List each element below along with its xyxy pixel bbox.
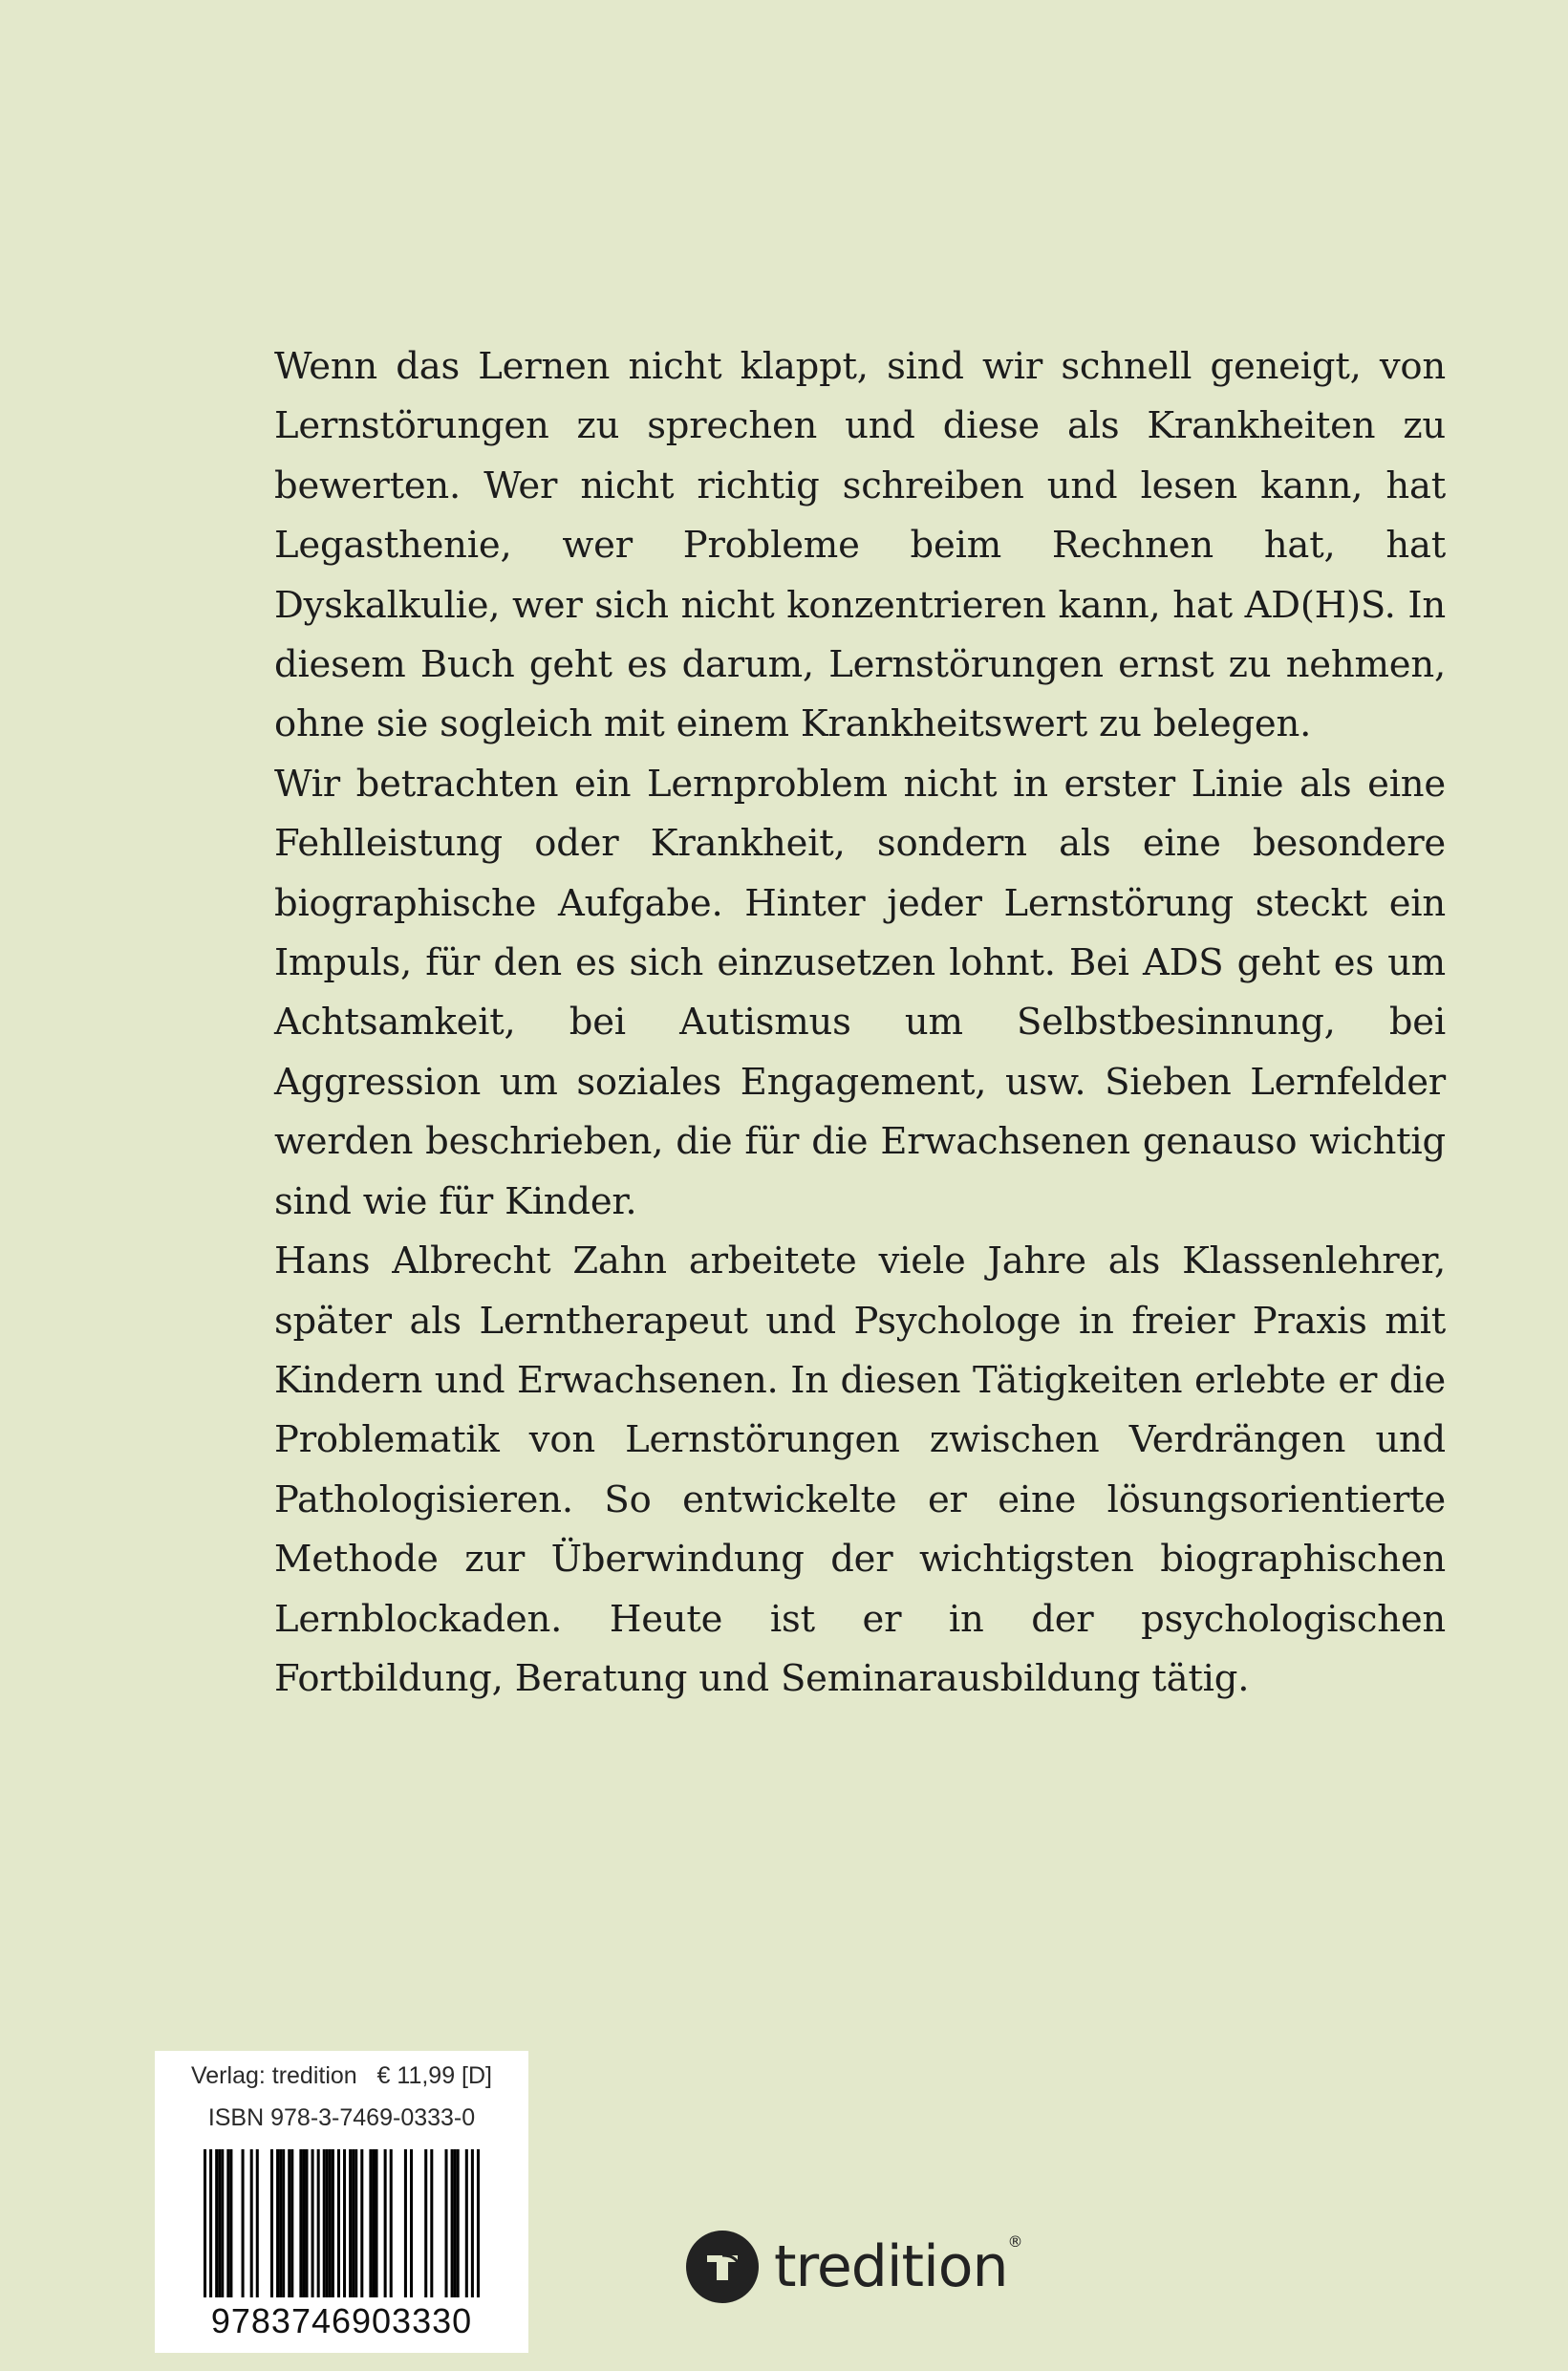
publisher-price: Verlag: tredition € 11,99 [D]	[190, 2062, 492, 2089]
barcode-bar	[250, 2149, 253, 2297]
barcode-bar	[337, 2149, 340, 2297]
barcode-bar	[451, 2149, 454, 2297]
barcode-bar	[218, 2149, 221, 2297]
barcode-bar	[317, 2149, 320, 2297]
barcode-bar	[471, 2149, 474, 2297]
barcode-bar	[457, 2149, 460, 2297]
barcode-bar	[349, 2149, 352, 2297]
barcode-bar	[288, 2149, 290, 2297]
barcode-bar	[375, 2149, 377, 2297]
barcode-bar	[302, 2149, 305, 2297]
tredition-logo-icon	[686, 2231, 759, 2303]
barcode-bar	[390, 2149, 393, 2297]
t-glyph-icon	[701, 2246, 743, 2288]
barcode-bar	[369, 2149, 372, 2297]
barcode-bar	[326, 2149, 329, 2297]
isbn-label: ISBN 978-3-7469-0333-0	[207, 2104, 476, 2131]
barcode-bar	[305, 2149, 308, 2297]
barcode-bar	[229, 2149, 232, 2297]
back-cover-blurb	[274, 337, 1446, 1709]
blurb-paragraph-1: Wenn das Lernen nicht klappt, sind wir schnell geneigt, von Lernstörungen zu sprechen und diese als Krankheiten zu bewerten. Wer nicht richtig schreiben und lesen kann, hat Legasthenie, wer Probleme beim Rechnen hat, hat Dyskalkulie, wer sich nicht konzentrieren kann, hat AD(H)S. In diesem Buch geht es darum, Lernstörungen ernst zu nehmen, ohne sie sogleich mit einem Krankheitswert zu belegen.	[274, 345, 1446, 746]
barcode-bar	[477, 2149, 480, 2297]
barcode-bar	[384, 2149, 387, 2297]
barcode-bar	[404, 2149, 407, 2297]
barcode	[204, 2149, 480, 2297]
barcode-bar	[226, 2149, 229, 2297]
barcode-bar	[329, 2149, 332, 2297]
barcode-bar	[311, 2149, 314, 2297]
barcode-bar	[354, 2149, 357, 2297]
barcode-bar	[343, 2149, 346, 2297]
barcode-bar	[465, 2149, 468, 2297]
barcode-bar	[299, 2149, 302, 2297]
logo-wordmark: tredition	[774, 2233, 1008, 2300]
barcode-bar	[444, 2149, 447, 2297]
barcode-bar	[332, 2149, 334, 2297]
blurb-paragraph-3: Hans Albrecht Zahn arbeitete viele Jahre als Klassenlehrer, später als Lerntherapeut und Psychologe in freier Praxis mit Kindern und Erwachsenen. In diesen Tätigkeiten erlebte er die Problematik von Lernstörungen zwischen Verdrängen und Pathologisieren. So entwickelte er eine lösungsorientierte Methode zur Überwindung der wichtigsten biographischen Lernblockaden. Heute ist er in der psychologischen Fortbildung, Beratung und Seminarausbildung tätig.	[274, 1239, 1446, 1700]
barcode-bar	[282, 2149, 285, 2297]
barcode-bar	[279, 2149, 282, 2297]
barcode-bar	[209, 2149, 212, 2297]
barcode-bar	[410, 2149, 413, 2297]
barcode-box	[155, 2051, 528, 2353]
barcode-bar	[270, 2149, 273, 2297]
barcode-bar	[215, 2149, 218, 2297]
barcode-bar	[454, 2149, 457, 2297]
barcode-bar	[290, 2149, 293, 2297]
barcode-bar	[372, 2149, 375, 2297]
blurb-paragraph-2: Wir betrachten ein Lernproblem nicht in erster Linie als eine Fehlleistung oder Krankheit, sondern als eine besondere biographische Aufgabe. Hinter jeder Lernstörung steckt ein Impuls, für den es sich einzusetzen lohnt. Bei ADS geht es um Achtsamkeit, bei Autismus um Selbstbesinnung, bei Aggression um soziales Engagement, usw. Sieben Lernfelder werden beschrieben, die für die Erwachsenen genauso wichtig sind wie für Kinder.	[274, 762, 1446, 1223]
barcode-bar	[242, 2149, 245, 2297]
barcode-bar	[323, 2149, 326, 2297]
barcode-bar	[424, 2149, 427, 2297]
barcode-bar	[430, 2149, 433, 2297]
registered-mark: ®	[1007, 2232, 1023, 2251]
barcode-bar	[204, 2149, 206, 2297]
barcode-digits: 9783746903330	[210, 2301, 473, 2340]
barcode-bar	[256, 2149, 259, 2297]
publisher-logo	[686, 2229, 1022, 2305]
barcode-bar	[352, 2149, 354, 2297]
barcode-bar	[221, 2149, 224, 2297]
barcode-bar	[360, 2149, 363, 2297]
barcode-bar	[276, 2149, 279, 2297]
